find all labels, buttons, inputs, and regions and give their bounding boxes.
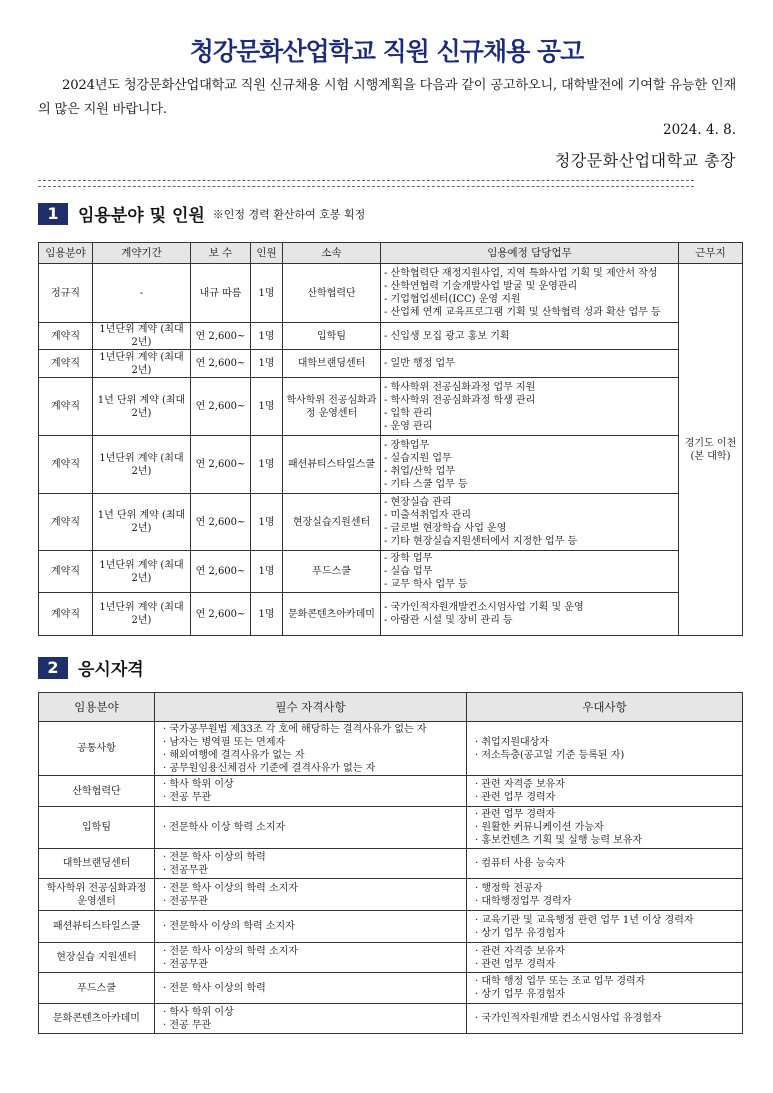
duty-line: - 운영 관리 [384,420,433,432]
department-cell: 학사학위 전공심화과정 운영센터 [283,378,381,436]
preference-line: · 관련 업무 경력자 [475,792,556,803]
column-header: 필수 자격사항 [155,693,467,722]
preference-line: · 홍보컨텐츠 기획 및 실행 능력 보유자 [475,835,643,846]
preferred-cell [467,776,743,807]
contract-period-cell: 1년단위 계약 (최대 2년) [93,350,191,378]
duty-line: - 입학 관리 [384,407,433,419]
table-row [39,551,743,593]
required-cell [155,776,467,807]
section1-number: 1 [38,203,68,225]
column-header: 근무지 [679,243,743,264]
field-cell: 공통사항 [39,722,155,776]
table-row [39,722,743,776]
required-cell [155,849,467,879]
field-cell: 산학협력단 [39,776,155,807]
headcount-cell: 1명 [251,593,283,636]
table-row [39,807,743,849]
requirement-line: · 전문 학사 이상의 학력 [163,982,266,994]
duty-line: - 기타 현장실습지원센터에서 지정한 업무 등 [384,536,578,547]
table-row [39,849,743,879]
preferred-cell [467,943,743,973]
duty-line: - 학사학위 전공심화과정 업무 지원 [384,381,536,393]
duty-line: - 미출석취업자 관리 [384,510,472,521]
column-header: 소속 [283,243,381,264]
contract-period-cell: 1년단위 계약 (최대 2년) [93,436,191,494]
section1-note: ※인정 경력 환산하여 호봉 획정 [212,207,366,221]
employment-type-cell: 계약직 [39,323,93,350]
work-location-cell: 경기도 이천 (본 대학) [679,264,743,636]
preference-line: · 관련 자격증 보유자 [475,945,565,957]
pay-cell: 내규 따름 [191,264,251,323]
table-row [39,323,743,350]
table-row [39,378,743,436]
duty-line: - 장학 업무 [384,553,433,564]
department-cell: 대학브랜딩센터 [283,350,381,378]
preference-line: · 대학행정업무 경력자 [475,895,572,907]
requirement-line: · 전문학사 이상 학력 소지자 [163,822,286,833]
requirement-line: · 전문 학사 이상의 학력 소지자 [163,882,298,894]
section1-title: 임용분야 및 인원 [78,206,205,226]
pay-cell: 연 2,600~ [191,323,251,350]
table-row [39,264,743,323]
table-row [39,943,743,973]
employment-type-cell: 계약직 [39,551,93,593]
duty-line: - 국가인적자원개발컨소시엄사업 기획 및 운영 [384,602,584,613]
preferred-cell [467,722,743,776]
preferred-cell [467,973,743,1004]
column-header: 인원 [251,243,283,264]
positions-header-row [39,243,743,264]
duty-line: - 교무 학사 업무 등 [384,579,468,590]
qualifications-header-row [39,693,743,722]
page-title: 청강문화산업학교 직원 신규채용 공고 [189,37,584,66]
preference-line: · 취업지원대상자 [475,736,549,748]
table-row [39,973,743,1004]
pay-cell: 연 2,600~ [191,436,251,494]
employment-type-cell: 계약직 [39,350,93,378]
field-cell: 푸드스쿨 [39,973,155,1004]
duty-line: - 글로벌 현장학습 사업 운영 [384,523,507,534]
table-row [39,593,743,636]
required-cell [155,807,467,849]
preference-line: · 관련 자격증 보유자 [475,779,565,790]
duties-cell [381,350,679,378]
preferred-cell [467,911,743,943]
duties-cell [381,436,679,494]
table-row [39,494,743,551]
requirement-line: · 학사 학위 이상 [163,1006,234,1018]
column-header: 보 수 [191,243,251,264]
duty-line: - 신입생 모집 광고 홍보 기획 [384,330,510,342]
requirement-line: · 해외여행에 결격사유가 없는 자 [163,749,305,761]
requirement-line: · 전공 무관 [163,1019,212,1031]
table-row [39,879,743,911]
field-cell: 대학브랜딩센터 [39,849,155,879]
preference-line: · 국가인적자원개발 컨소시엄사업 유경험자 [475,1013,662,1024]
preferred-cell [467,807,743,849]
table-row [39,911,743,943]
requirement-line: · 전공무관 [163,958,208,970]
required-cell [155,973,467,1004]
requirement-line: · 학사 학위 이상 [163,779,234,790]
duty-line: - 기업협업센터(ICC) 운영 지원 [384,294,521,305]
duties-cell [381,593,679,636]
qualifications-table [38,692,743,1034]
preference-line: · 관련 업무 경력자 [475,958,556,970]
requirement-line: · 전문 학사 이상의 학력 [163,851,266,863]
field-cell: 문화콘텐츠아카데미 [39,1004,155,1034]
section2-heading [38,655,144,680]
headcount-cell: 1명 [251,494,283,551]
duty-line: - 산학연협력 기술개발사업 발굴 및 운영관리 [384,281,578,292]
contract-period-cell: 1년단위 계약 (최대 2년) [93,551,191,593]
required-cell [155,879,467,911]
preferred-cell [467,879,743,911]
contract-period-cell: 1년 단위 계약 (최대 2년) [93,378,191,436]
separator-line [38,180,694,187]
preference-line: · 상기 업무 유경험자 [475,989,565,1000]
contract-period-cell: 1년 단위 계약 (최대 2년) [93,494,191,551]
headcount-cell: 1명 [251,378,283,436]
duty-line: - 기타 스쿨 업무 등 [384,478,468,490]
headcount-cell: 1명 [251,436,283,494]
employment-type-cell: 계약직 [39,494,93,551]
department-cell: 산학협력단 [283,264,381,323]
requirement-line: · 국가공무원법 제33조 각 호에 해당하는 결격사유가 없는 자 [163,723,427,735]
required-cell [155,722,467,776]
requirement-line: · 전공 무관 [163,792,212,803]
duties-cell [381,378,679,436]
required-cell [155,911,467,943]
preferred-cell [467,849,743,879]
duty-line: - 현장실습 관리 [384,497,452,508]
department-cell: 문화콘텐츠아카데미 [283,593,381,636]
duty-line: - 일반 행정 업무 [384,358,455,369]
duty-line: - 장학업무 [384,439,430,451]
department-cell: 푸드스쿨 [283,551,381,593]
field-cell: 학사학위 전공심화과정 운영센터 [39,879,155,911]
field-cell: 현장실습 지원센터 [39,943,155,973]
pay-cell: 연 2,600~ [191,378,251,436]
contract-period-cell: 1년단위 계약 (최대 2년) [93,323,191,350]
section1-heading [38,201,365,226]
contract-period-cell: - [93,264,191,323]
requirement-line: · 전문학사 이상의 학력 소지자 [163,921,295,932]
intro-paragraph: 2024년도 청강문화산업대학교 직원 신규채용 시험 시행계획을 다음과 같이 공고하오니, 대학발전에 기여할 유능한 인재의 많은 지원 바랍니다. [38,78,736,117]
preferred-cell [467,1004,743,1034]
duty-line: - 산업체 연계 교육프로그램 기획 및 산학협력 성과 확산 업무 등 [384,307,661,318]
duty-line: - 실습 업무 [384,566,433,577]
requirement-line: · 전공무관 [163,864,208,876]
notice-date: 2024. 4. 8. [663,122,736,138]
requirement-line: · 전공무관 [163,895,208,907]
pay-cell: 연 2,600~ [191,551,251,593]
headcount-cell: 1명 [251,551,283,593]
department-cell: 패션뷰티스타일스쿨 [283,436,381,494]
table-row [39,776,743,807]
headcount-cell: 1명 [251,350,283,378]
table-row [39,436,743,494]
required-cell [155,1004,467,1034]
positions-table [38,242,743,636]
column-header: 임용분야 [39,243,93,264]
duties-cell [381,494,679,551]
duty-line: - 산학협력단 재정지원사업, 지역 특화사업 기획 및 제안서 작성 [384,268,658,279]
headcount-cell: 1명 [251,323,283,350]
table-row [39,1004,743,1034]
employment-type-cell: 계약직 [39,378,93,436]
required-cell [155,943,467,973]
employment-type-cell: 계약직 [39,436,93,494]
duties-cell [381,264,679,323]
contract-period-cell: 1년단위 계약 (최대 2년) [93,593,191,636]
duties-cell [381,323,679,350]
employment-type-cell: 정규직 [39,264,93,323]
column-header: 임용분야 [39,693,155,722]
preference-line: · 관련 업무 경력자 [475,809,556,820]
employment-type-cell: 계약직 [39,593,93,636]
signer: 청강문화산업대학교 총장 [554,151,736,170]
preference-line: · 행정학 전공자 [475,882,543,894]
column-header: 임용예정 담당업무 [381,243,679,264]
section2-title: 응시자격 [78,660,144,680]
requirement-line: · 전문 학사 이상의 학력 소지자 [163,945,298,957]
preference-line: · 저소득층(공고일 기준 등록된 자) [475,749,625,761]
duties-cell [381,551,679,593]
column-header: 계약기간 [93,243,191,264]
column-header: 우대사항 [467,693,743,722]
department-cell: 현장실습지원센터 [283,494,381,551]
table-row [39,350,743,378]
duty-line: - 학사학위 전공심화과정 학생 관리 [384,394,536,406]
preference-line: · 컴퓨터 사용 능숙자 [475,858,565,869]
preference-line: · 교육기관 및 교육행정 관련 업무 1년 이상 경력자 [475,914,694,926]
duty-line: - 취업/산학 업무 [384,465,456,477]
duty-line: - 실습지원 업무 [384,452,452,464]
pay-cell: 연 2,600~ [191,350,251,378]
department-cell: 입학팀 [283,323,381,350]
field-cell: 입학팀 [39,807,155,849]
requirement-line: · 공무원임용신체검사 기준에 결격사유가 없는 자 [163,762,376,774]
preference-line: · 대학 행정 업무 또는 조교 업무 경력자 [475,976,646,987]
headcount-cell: 1명 [251,264,283,323]
duty-line: - 아람관 시설 및 장비 관리 등 [384,615,513,626]
pay-cell: 연 2,600~ [191,593,251,636]
preference-line: · 상기 업무 유경험자 [475,927,565,939]
requirement-line: · 남자는 병역필 또는 면제자 [163,736,286,748]
pay-cell: 연 2,600~ [191,494,251,551]
field-cell: 패션뷰티스타일스쿨 [39,911,155,943]
preference-line: · 원활한 커뮤니케이션 가능자 [475,822,604,833]
section2-number: 2 [38,657,68,679]
